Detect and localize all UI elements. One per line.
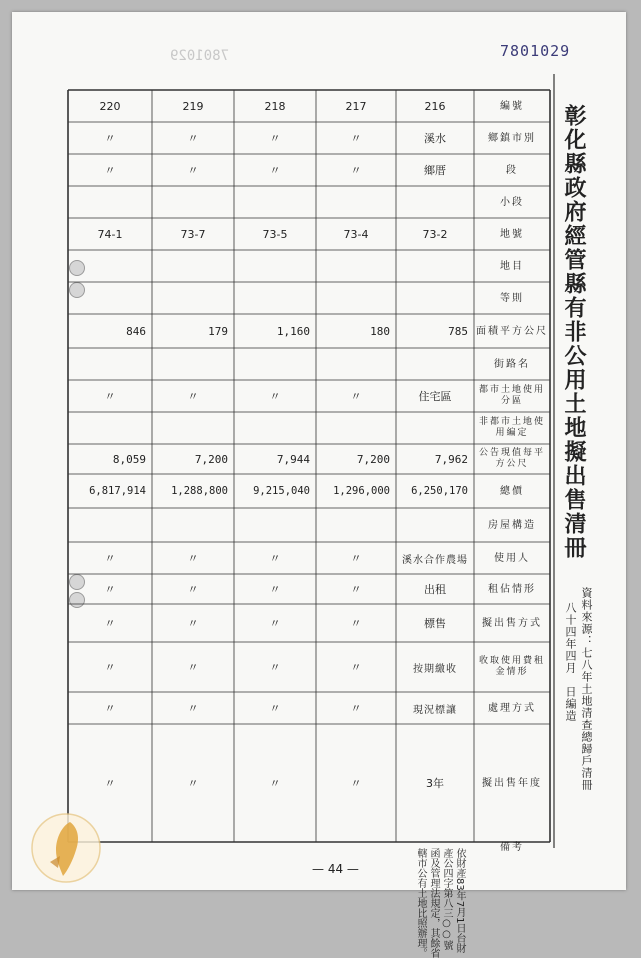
row-label: 總價 bbox=[500, 485, 524, 497]
cell-section: 〃 bbox=[269, 164, 281, 177]
cell-status: 出租 bbox=[424, 583, 446, 596]
row-label: 地目 bbox=[500, 260, 524, 272]
row-label: 段 bbox=[506, 164, 518, 176]
row-label: 公告現值每平方公尺 bbox=[478, 448, 545, 469]
taiwan-map-watermark-icon bbox=[30, 812, 102, 884]
cell-fee: 按期繳收 bbox=[413, 663, 457, 675]
cell-area: 1,160 bbox=[276, 324, 310, 338]
cell-lot: 73-2 bbox=[422, 227, 448, 241]
cell-lot: 73-4 bbox=[343, 227, 369, 241]
row-label: 擬出售年度 bbox=[482, 777, 542, 789]
cell-lot: 73-5 bbox=[262, 227, 288, 241]
cell-method: 〃 bbox=[187, 617, 199, 630]
cell-fee: 〃 bbox=[350, 661, 362, 674]
cell-township: 〃 bbox=[269, 132, 281, 145]
cell-township: 溪水 bbox=[424, 132, 446, 145]
row-label: 等則 bbox=[500, 292, 524, 304]
cell-user: 〃 bbox=[269, 552, 281, 565]
cell-area: 180 bbox=[370, 324, 390, 338]
cell-total: 1,288,800 bbox=[171, 485, 228, 497]
cell-total: 1,296,000 bbox=[333, 485, 390, 497]
row-label: 地號 bbox=[500, 228, 524, 240]
document-page bbox=[12, 12, 626, 958]
cell-handling: 〃 bbox=[104, 702, 116, 715]
cell-user: 〃 bbox=[104, 552, 116, 565]
cell-year: 3年 bbox=[426, 777, 444, 790]
row-label: 街路名 bbox=[494, 358, 530, 370]
row-label: 擬出售方式 bbox=[482, 617, 542, 629]
cell-value: 7,200 bbox=[356, 452, 390, 466]
cell-handling: 〃 bbox=[350, 702, 362, 715]
row-label: 面積平方公尺 bbox=[476, 325, 548, 337]
bleed-through-number: 7801029 bbox=[170, 48, 230, 64]
cell-zone: 〃 bbox=[187, 390, 199, 403]
cell-fee: 〃 bbox=[104, 661, 116, 674]
cell-status: 〃 bbox=[104, 583, 116, 596]
cell-method: 〃 bbox=[104, 617, 116, 630]
cell-total: 6,817,914 bbox=[89, 485, 146, 497]
cell-user: 溪水合作農場 bbox=[402, 554, 468, 566]
cell-township: 〃 bbox=[187, 132, 199, 145]
row-label: 房屋構造 bbox=[488, 519, 536, 531]
cell-zone: 〃 bbox=[350, 390, 362, 403]
cell-year: 〃 bbox=[187, 777, 199, 790]
cell-status: 〃 bbox=[269, 583, 281, 596]
cell-lot: 73-7 bbox=[180, 227, 206, 241]
cell-zone: 住宅區 bbox=[418, 390, 452, 403]
cell-total: 9,215,040 bbox=[253, 485, 310, 497]
cell-lot: 74-1 bbox=[97, 227, 123, 241]
row-label: 小段 bbox=[500, 196, 524, 208]
document-title: 彰化縣政府經管縣有非公用土地擬出售清冊 bbox=[561, 104, 586, 560]
compile-date: 八十四年四月 日編造 bbox=[564, 602, 577, 722]
cell-section: 〃 bbox=[187, 164, 199, 177]
cell-township: 〃 bbox=[104, 132, 116, 145]
page-number: — 44 — bbox=[312, 862, 359, 876]
cell-section: 鄉厝 bbox=[424, 164, 446, 177]
cell-status: 〃 bbox=[187, 583, 199, 596]
row-label: 收取使用費租金情形 bbox=[478, 656, 545, 677]
cell-year: 〃 bbox=[350, 777, 362, 790]
cell-method: 〃 bbox=[350, 617, 362, 630]
row-label: 編號 bbox=[500, 100, 524, 112]
row-label: 租佔情形 bbox=[488, 583, 536, 595]
cell-year: 〃 bbox=[104, 777, 116, 790]
cell-no: 218 bbox=[264, 99, 286, 113]
cell-value: 7,944 bbox=[276, 452, 310, 466]
cell-value: 8,059 bbox=[112, 452, 146, 466]
remarks-text: 依財產83年7月1日台財產公四字第八三○○號函及管理法規定，其餘省轄市公有土地比照辦理。 bbox=[415, 848, 465, 958]
cell-user: 〃 bbox=[350, 552, 362, 565]
cell-method: 標售 bbox=[424, 617, 446, 630]
row-label: 都市土地使用分區 bbox=[478, 385, 545, 406]
cell-area: 846 bbox=[126, 324, 146, 338]
cell-handling: 〃 bbox=[187, 702, 199, 715]
row-label: 使用人 bbox=[494, 552, 530, 564]
document-number: 7801029 bbox=[500, 42, 571, 60]
source-note: 資料來源：七八年土地清查總歸戶清冊 bbox=[580, 587, 593, 791]
row-label: 處理方式 bbox=[488, 702, 536, 714]
cell-user: 〃 bbox=[187, 552, 199, 565]
cell-no: 216 bbox=[424, 99, 446, 113]
cell-section: 〃 bbox=[350, 164, 362, 177]
cell-area: 179 bbox=[208, 324, 228, 338]
cell-method: 〃 bbox=[269, 617, 281, 630]
cell-total: 6,250,170 bbox=[411, 485, 468, 497]
cell-zone: 〃 bbox=[269, 390, 281, 403]
cell-fee: 〃 bbox=[187, 661, 199, 674]
cell-no: 217 bbox=[345, 99, 367, 113]
cell-zone: 〃 bbox=[104, 390, 116, 403]
cell-township: 〃 bbox=[350, 132, 362, 145]
cell-area: 785 bbox=[448, 324, 468, 338]
cell-fee: 〃 bbox=[269, 661, 281, 674]
cell-value: 7,962 bbox=[434, 452, 468, 466]
row-label: 鄉鎮市別 bbox=[488, 132, 536, 144]
row-label: 非都市土地使用編定 bbox=[478, 417, 545, 438]
cell-no: 219 bbox=[182, 99, 204, 113]
row-label: 備考 bbox=[500, 842, 524, 853]
cell-value: 7,200 bbox=[194, 452, 228, 466]
cell-status: 〃 bbox=[350, 583, 362, 596]
cell-handling: 〃 bbox=[269, 702, 281, 715]
cell-year: 〃 bbox=[269, 777, 281, 790]
cell-section: 〃 bbox=[104, 164, 116, 177]
cell-handling: 現況標讓 bbox=[413, 704, 457, 716]
cell-no: 220 bbox=[99, 99, 121, 113]
